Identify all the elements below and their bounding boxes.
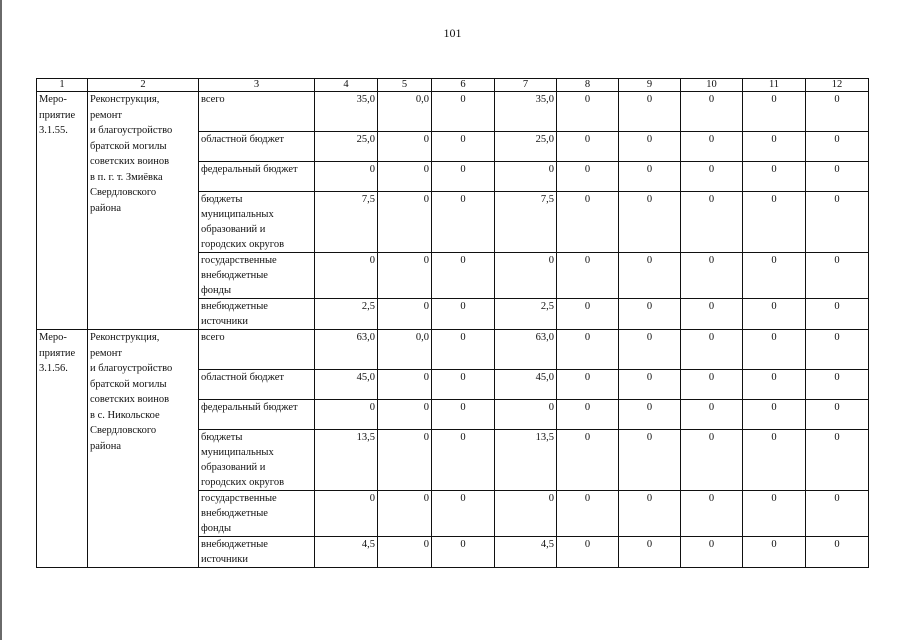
value-cell-col-6: 0 bbox=[432, 299, 495, 330]
value-cell-col-4: 25,0 bbox=[315, 132, 378, 162]
funding-source-cell: внебюджетные источники bbox=[199, 299, 315, 330]
value-cell-col-5: 0 bbox=[378, 370, 432, 400]
funding-source-cell: всего bbox=[199, 330, 315, 370]
value-cell-col-6: 0 bbox=[432, 92, 495, 132]
value-cell-col-7: 25,0 bbox=[495, 132, 557, 162]
value-cell-col-11: 0 bbox=[743, 430, 806, 491]
value-cell-col-4: 2,5 bbox=[315, 299, 378, 330]
column-header: 10 bbox=[681, 79, 743, 92]
value-cell-col-6: 0 bbox=[432, 491, 495, 537]
value-cell-col-8: 0 bbox=[557, 162, 619, 192]
measure-name-cell: Реконструкция, ремонт и благоустройство братской могилы советских воинов в с. Никольское Свердловского района bbox=[88, 330, 199, 568]
value-cell-col-11: 0 bbox=[743, 162, 806, 192]
page-number: 101 bbox=[443, 26, 462, 40]
value-cell-col-9: 0 bbox=[619, 162, 681, 192]
value-cell-col-11: 0 bbox=[743, 132, 806, 162]
value-cell-col-11: 0 bbox=[743, 491, 806, 537]
column-header: 12 bbox=[806, 79, 869, 92]
value-cell-col-12: 0 bbox=[806, 330, 869, 370]
value-cell-col-6: 0 bbox=[432, 162, 495, 192]
value-cell-col-11: 0 bbox=[743, 299, 806, 330]
value-cell-col-12: 0 bbox=[806, 400, 869, 430]
value-cell-col-11: 0 bbox=[743, 92, 806, 132]
value-cell-col-8: 0 bbox=[557, 132, 619, 162]
value-cell-col-9: 0 bbox=[619, 92, 681, 132]
value-cell-col-4: 0 bbox=[315, 253, 378, 299]
value-cell-col-4: 0 bbox=[315, 162, 378, 192]
value-cell-col-4: 7,5 bbox=[315, 192, 378, 253]
value-cell-col-4: 13,5 bbox=[315, 430, 378, 491]
value-cell-col-10: 0 bbox=[681, 430, 743, 491]
value-cell-col-10: 0 bbox=[681, 330, 743, 370]
value-cell-col-10: 0 bbox=[681, 537, 743, 568]
value-cell-col-9: 0 bbox=[619, 132, 681, 162]
value-cell-col-7: 0 bbox=[495, 400, 557, 430]
funding-source-cell: областной бюджет bbox=[199, 132, 315, 162]
value-cell-col-11: 0 bbox=[743, 192, 806, 253]
column-header: 4 bbox=[315, 79, 378, 92]
value-cell-col-6: 0 bbox=[432, 430, 495, 491]
measure-id-cell: Меро- приятие 3.1.55. bbox=[37, 92, 88, 330]
value-cell-col-8: 0 bbox=[557, 299, 619, 330]
value-cell-col-12: 0 bbox=[806, 192, 869, 253]
value-cell-col-12: 0 bbox=[806, 162, 869, 192]
value-cell-col-7: 35,0 bbox=[495, 92, 557, 132]
value-cell-col-7: 4,5 bbox=[495, 537, 557, 568]
value-cell-col-9: 0 bbox=[619, 370, 681, 400]
column-header: 9 bbox=[619, 79, 681, 92]
value-cell-col-5: 0 bbox=[378, 537, 432, 568]
value-cell-col-9: 0 bbox=[619, 330, 681, 370]
value-cell-col-9: 0 bbox=[619, 299, 681, 330]
value-cell-col-10: 0 bbox=[681, 400, 743, 430]
value-cell-col-9: 0 bbox=[619, 537, 681, 568]
table-row bbox=[37, 92, 869, 132]
value-cell-col-4: 0 bbox=[315, 400, 378, 430]
funding-source-cell: федеральный бюджет bbox=[199, 162, 315, 192]
value-cell-col-11: 0 bbox=[743, 253, 806, 299]
value-cell-col-10: 0 bbox=[681, 192, 743, 253]
value-cell-col-8: 0 bbox=[557, 192, 619, 253]
table-row bbox=[37, 330, 869, 370]
value-cell-col-12: 0 bbox=[806, 491, 869, 537]
funding-source-cell: бюджеты муниципальных образований и городских округов bbox=[199, 430, 315, 491]
value-cell-col-7: 7,5 bbox=[495, 192, 557, 253]
value-cell-col-8: 0 bbox=[557, 253, 619, 299]
value-cell-col-10: 0 bbox=[681, 253, 743, 299]
value-cell-col-12: 0 bbox=[806, 132, 869, 162]
value-cell-col-5: 0 bbox=[378, 253, 432, 299]
funding-source-cell: федеральный бюджет bbox=[199, 400, 315, 430]
value-cell-col-5: 0 bbox=[378, 400, 432, 430]
column-header: 2 bbox=[88, 79, 199, 92]
value-cell-col-11: 0 bbox=[743, 537, 806, 568]
value-cell-col-4: 63,0 bbox=[315, 330, 378, 370]
value-cell-col-8: 0 bbox=[557, 537, 619, 568]
table-header-row bbox=[37, 79, 869, 92]
funding-source-cell: бюджеты муниципальных образований и городских округов bbox=[199, 192, 315, 253]
value-cell-col-9: 0 bbox=[619, 491, 681, 537]
value-cell-col-4: 4,5 bbox=[315, 537, 378, 568]
value-cell-col-5: 0 bbox=[378, 430, 432, 491]
column-header: 5 bbox=[378, 79, 432, 92]
value-cell-col-6: 0 bbox=[432, 132, 495, 162]
value-cell-col-6: 0 bbox=[432, 330, 495, 370]
value-cell-col-12: 0 bbox=[806, 430, 869, 491]
funding-source-cell: государственные внебюджетные фонды bbox=[199, 491, 315, 537]
funding-source-cell: внебюджетные источники bbox=[199, 537, 315, 568]
value-cell-col-6: 0 bbox=[432, 537, 495, 568]
value-cell-col-4: 45,0 bbox=[315, 370, 378, 400]
value-cell-col-4: 35,0 bbox=[315, 92, 378, 132]
column-header: 11 bbox=[743, 79, 806, 92]
value-cell-col-10: 0 bbox=[681, 162, 743, 192]
value-cell-col-9: 0 bbox=[619, 400, 681, 430]
value-cell-col-8: 0 bbox=[557, 430, 619, 491]
value-cell-col-7: 0 bbox=[495, 253, 557, 299]
measure-name-cell: Реконструкция, ремонт и благоустройство братской могилы советских воинов в п. г. т. Змиёвка Свердловского района bbox=[88, 92, 199, 330]
column-header: 1 bbox=[37, 79, 88, 92]
value-cell-col-10: 0 bbox=[681, 132, 743, 162]
value-cell-col-8: 0 bbox=[557, 400, 619, 430]
value-cell-col-9: 0 bbox=[619, 430, 681, 491]
column-header: 6 bbox=[432, 79, 495, 92]
value-cell-col-5: 0,0 bbox=[378, 330, 432, 370]
value-cell-col-12: 0 bbox=[806, 253, 869, 299]
column-header: 7 bbox=[495, 79, 557, 92]
column-header: 8 bbox=[557, 79, 619, 92]
value-cell-col-10: 0 bbox=[681, 491, 743, 537]
value-cell-col-8: 0 bbox=[557, 92, 619, 132]
column-header: 3 bbox=[199, 79, 315, 92]
value-cell-col-7: 0 bbox=[495, 491, 557, 537]
value-cell-col-12: 0 bbox=[806, 92, 869, 132]
value-cell-col-4: 0 bbox=[315, 491, 378, 537]
value-cell-col-11: 0 bbox=[743, 370, 806, 400]
page-left-edge bbox=[0, 0, 2, 640]
value-cell-col-11: 0 bbox=[743, 400, 806, 430]
value-cell-col-7: 45,0 bbox=[495, 370, 557, 400]
value-cell-col-11: 0 bbox=[743, 330, 806, 370]
value-cell-col-12: 0 bbox=[806, 537, 869, 568]
value-cell-col-9: 0 bbox=[619, 192, 681, 253]
funding-source-cell: областной бюджет bbox=[199, 370, 315, 400]
value-cell-col-6: 0 bbox=[432, 370, 495, 400]
value-cell-col-8: 0 bbox=[557, 370, 619, 400]
value-cell-col-7: 13,5 bbox=[495, 430, 557, 491]
value-cell-col-7: 0 bbox=[495, 162, 557, 192]
funding-source-cell: всего bbox=[199, 92, 315, 132]
value-cell-col-12: 0 bbox=[806, 299, 869, 330]
value-cell-col-10: 0 bbox=[681, 92, 743, 132]
value-cell-col-10: 0 bbox=[681, 370, 743, 400]
value-cell-col-7: 63,0 bbox=[495, 330, 557, 370]
value-cell-col-5: 0,0 bbox=[378, 92, 432, 132]
measure-id-cell: Меро- приятие 3.1.56. bbox=[37, 330, 88, 568]
value-cell-col-5: 0 bbox=[378, 132, 432, 162]
value-cell-col-6: 0 bbox=[432, 400, 495, 430]
value-cell-col-8: 0 bbox=[557, 491, 619, 537]
value-cell-col-8: 0 bbox=[557, 330, 619, 370]
value-cell-col-7: 2,5 bbox=[495, 299, 557, 330]
value-cell-col-5: 0 bbox=[378, 192, 432, 253]
value-cell-col-6: 0 bbox=[432, 253, 495, 299]
value-cell-col-5: 0 bbox=[378, 299, 432, 330]
funding-source-cell: государственные внебюджетные фонды bbox=[199, 253, 315, 299]
value-cell-col-6: 0 bbox=[432, 192, 495, 253]
value-cell-col-5: 0 bbox=[378, 491, 432, 537]
value-cell-col-9: 0 bbox=[619, 253, 681, 299]
value-cell-col-5: 0 bbox=[378, 162, 432, 192]
value-cell-col-10: 0 bbox=[681, 299, 743, 330]
budget-table bbox=[36, 78, 869, 568]
value-cell-col-12: 0 bbox=[806, 370, 869, 400]
